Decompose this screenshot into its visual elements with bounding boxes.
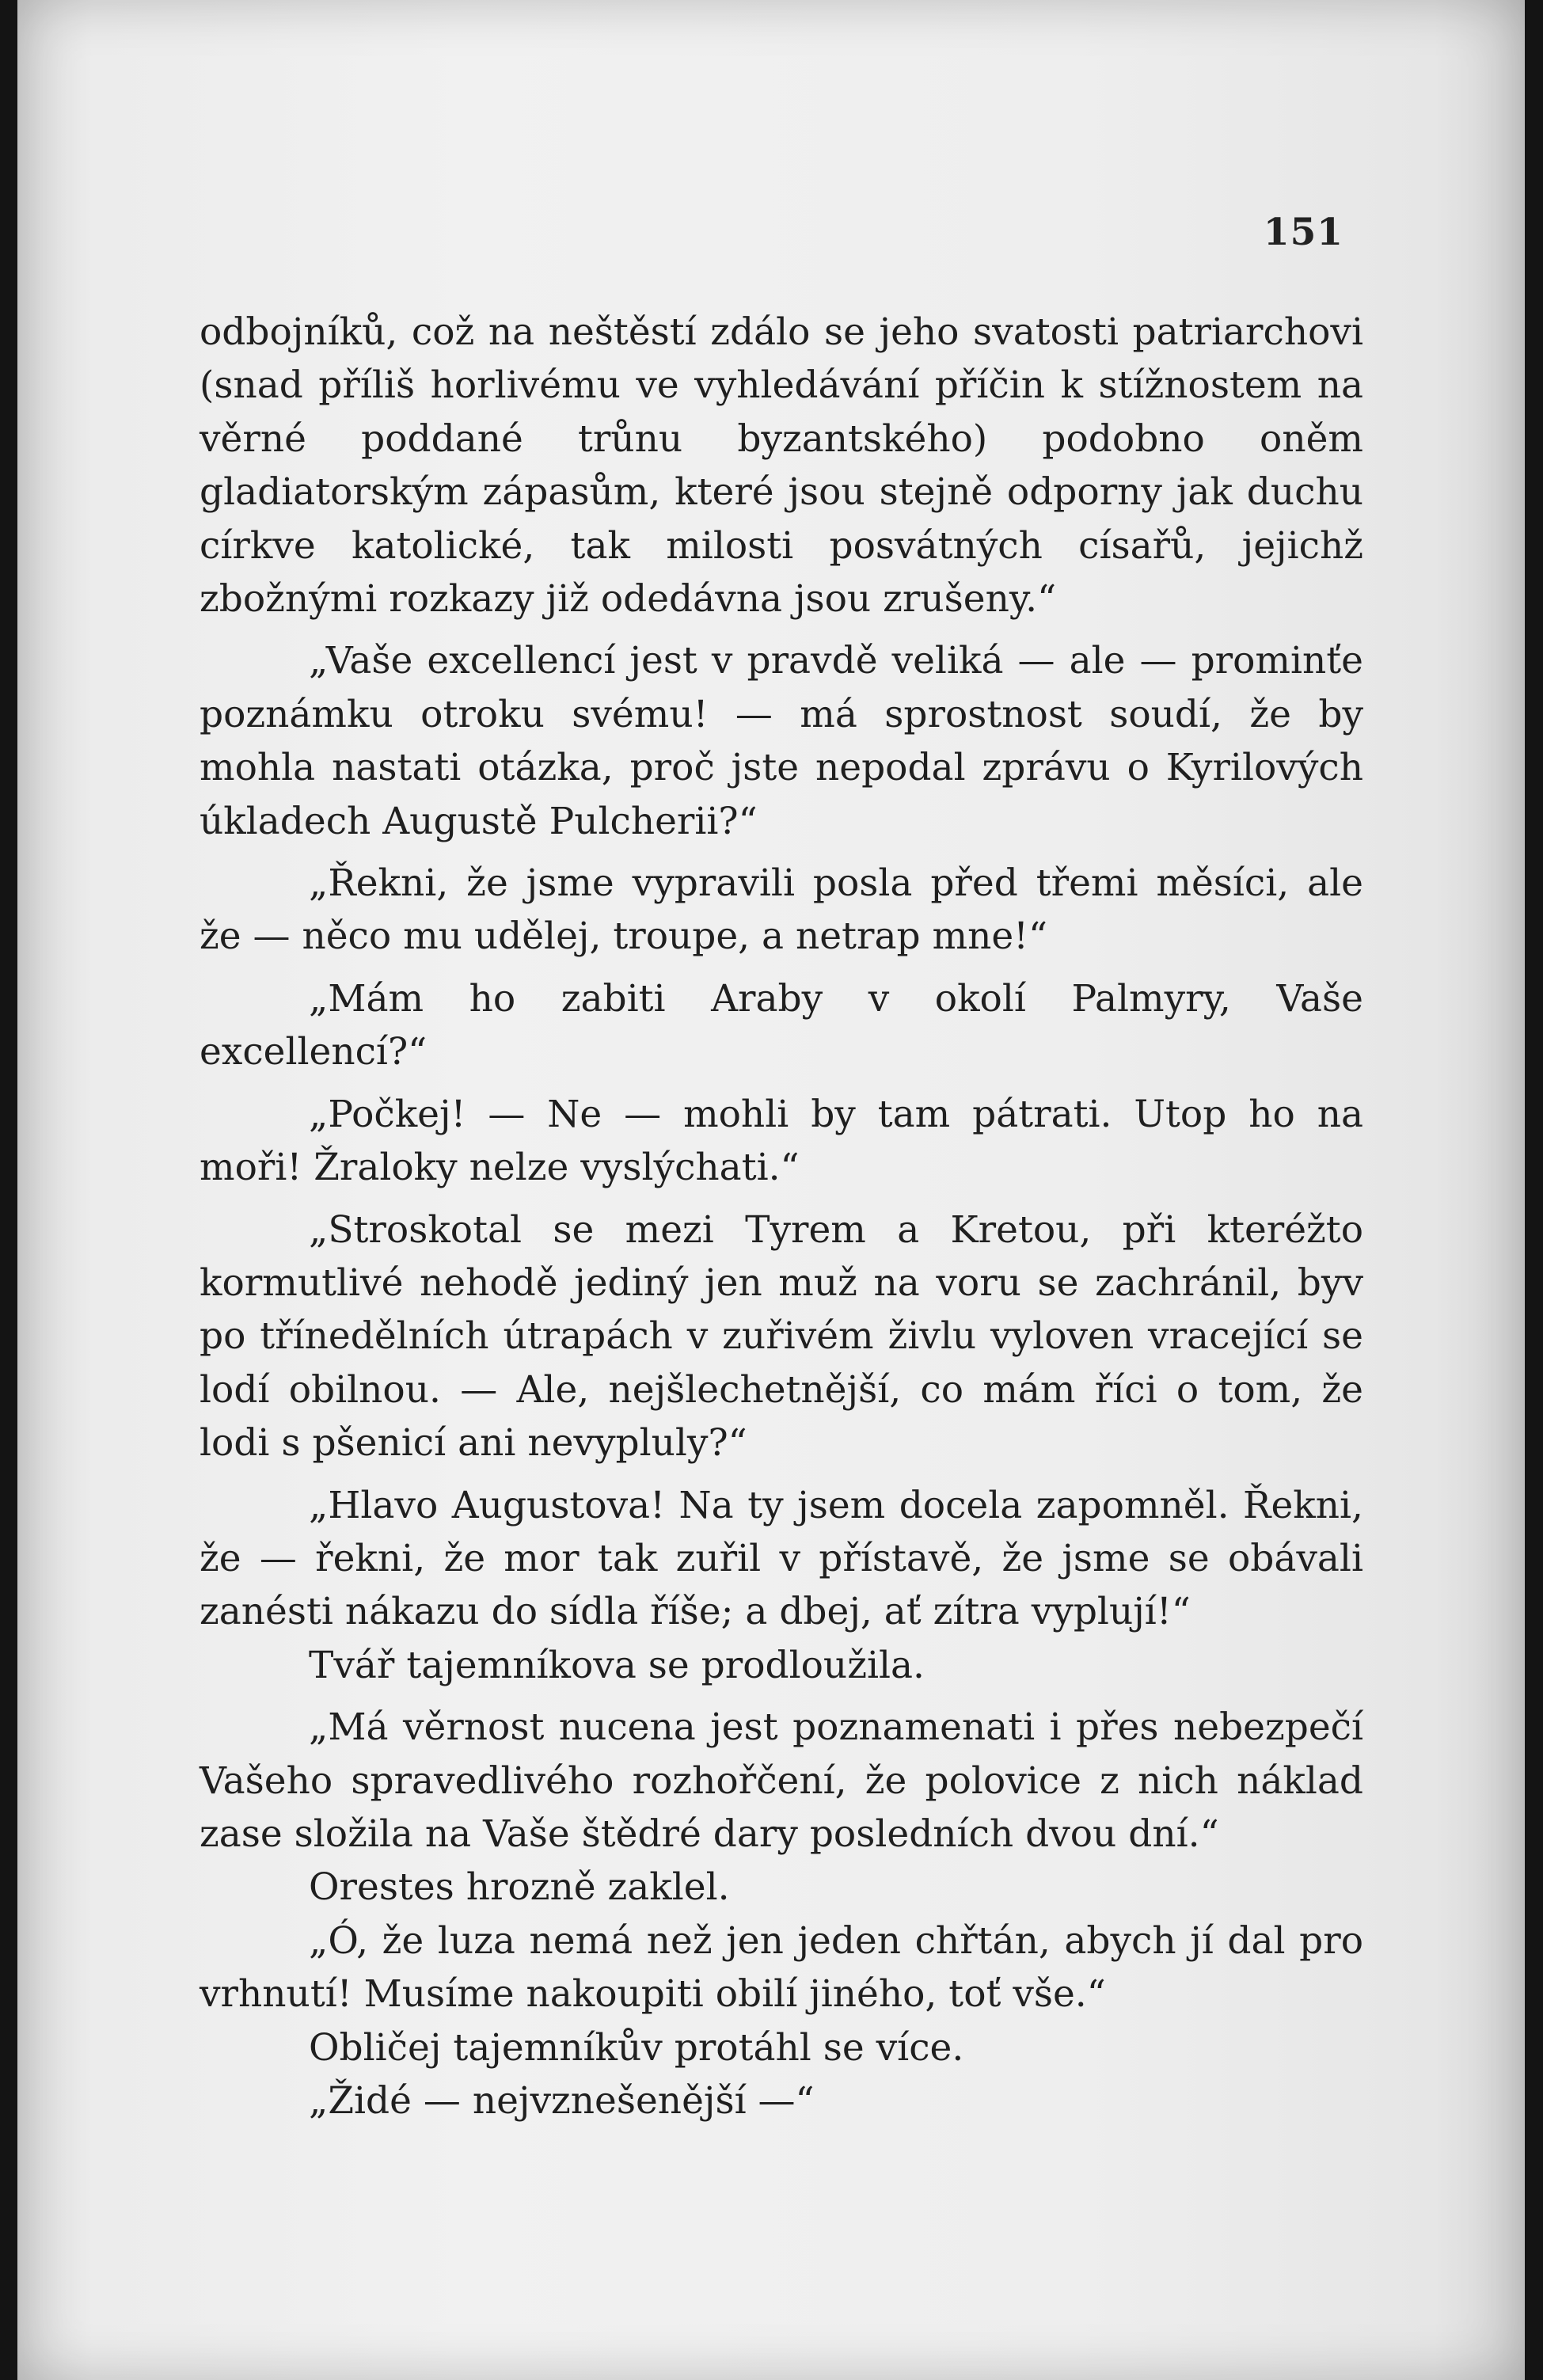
paragraph-4: „Mám ho zabiti Araby v okolí Palmyry, Vaše excellencí?“ — [200, 976, 1363, 1074]
paragraph-12: Obličej tajemníkův protáhl se více. — [309, 2025, 964, 2070]
paragraph-7: „Hlavo Augustova! Na ty jsem docela zapomněl. Řekni, že — řekni, že mor tak zuřil v přístavě, že jsme se obávali zanésti nákazu do sídla říše; a dbej, ať zítra vyplují!“ — [200, 1483, 1363, 1634]
paragraph-5: „Počkej! — Ne — mohli by tam pátrati. Utop ho na moři! Žraloky nelze vyslýchati.“ — [200, 1092, 1363, 1190]
body-text — [200, 306, 1363, 2127]
paragraph-11: „Ó, že luza nemá než jen jeden chřtán, abych jí dal pro vrhnutí! Musíme nakoupiti obilí jiného, toť vše.“ — [200, 1918, 1363, 2017]
paragraph-6: „Stroskotal se mezi Tyrem a Kretou, při kteréžto kormutlivé nehodě jediný jen muž na voru se zachránil, byv po třínedělních útrapách v zuřivém živlu vyloven vracející se lodí obilnou. — Ale, nejšlechetnější, co mám říci o tom, že lodi s pšenicí ani nevypluly?“ — [200, 1207, 1363, 1466]
scanned-book-page — [17, 0, 1525, 2380]
paragraph-13: „Židé — nejvznešenější —“ — [309, 2079, 815, 2123]
paragraph-10: Orestes hrozně zaklel. — [309, 1865, 730, 1910]
paragraph-9: „Má věrnost nucena jest poznamenati i přes nebezpečí Vašeho spravedlivého rozhořčení, že polovice z nich náklad zase složila na Vaše štědré dary posledních dvou dní.“ — [200, 1705, 1363, 1856]
paragraph-2: „Vaše excellencí jest v pravdě veliká — ale — prominťe poznámku otroku svému! — má sprostnost soudí, že by mohla nastati otázka, proč jste nepodal zprávu o Kyrilových úkladech Augustě Pulcherii?“ — [200, 639, 1363, 843]
page-number: 151 — [1263, 211, 1343, 254]
paragraph-1: odbojníků, což na neštěstí zdálo se jeho svatosti patriarchovi (snad příliš horlivému ve vyhledávání příčin k stížnostem na věrné poddané trůnu byzantského) podobno oněm gladiatorským zápasům, které jsou stejně odporny jak duchu církve katolické, tak milosti posvátných císařů, jejichž zbožnými rozkazy již odedávna jsou zrušeny.“ — [200, 310, 1363, 622]
paragraph-3: „Řekni, že jsme vypravili posla před třemi měsíci, ale že — něco mu udělej, troupe, a netrap mne!“ — [200, 861, 1363, 959]
paragraph-8: Tvář tajemníkova se prodloužila. — [309, 1643, 925, 1687]
